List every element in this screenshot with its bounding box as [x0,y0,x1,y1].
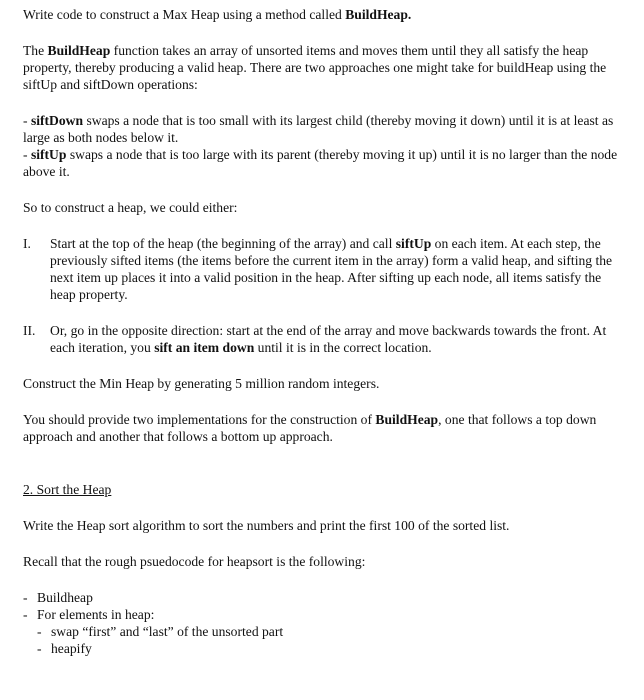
pseudo-subitem [23,623,623,640]
siftdown-text: swaps a node that is too small with its largest child (thereby moving it down) until it is at least as large as both nodes below it. [23,113,614,145]
para1-bold: BuildHeap [47,43,111,58]
pseudo-subitem-text: heapify [51,641,92,656]
pseudo-item [23,589,623,606]
siftup-text: swaps a node that is too large with its parent (thereby moving it up) until it is no larger than the node above it. [23,147,618,179]
buildheap-description [23,42,623,93]
option-one-text [50,235,623,303]
option-one [23,235,623,303]
section-2-heading [23,481,623,498]
siftup-description [23,146,623,180]
bullet-dash: - [23,607,28,622]
pseudo-item-text: Buildheap [37,590,93,605]
bullet-dash: - [23,590,28,605]
either-line: So to construct a heap, we could either: [23,200,238,215]
pseudo-subitem [23,640,623,657]
provide-paragraph [23,411,623,445]
construct-line: Construct the Min Heap by generating 5 million random integers. [23,376,380,391]
pseudo-item-text: For elements in heap: [37,607,155,622]
option-two-number: II. [23,323,36,338]
pseudo-subitem-text: swap “first” and “last” of the unsorted part [51,624,284,639]
option-one-text-1: Start at the top of the heap (the beginning of the array) and call [50,236,396,251]
bullet-dash: - [37,641,42,656]
intro-line [23,6,623,23]
intro-bold: BuildHeap. [345,7,412,22]
pseudo-item [23,606,623,623]
intro-text: Write code to construct a Max Heap using a method called [23,7,346,22]
option-one-bold: siftUp [395,236,432,251]
option-two [23,322,623,356]
document-body [23,6,623,657]
option-two-text-2: until it is in the correct location. [254,340,432,355]
siftdown-description [23,112,623,146]
option-two-bold: sift an item down [154,340,255,355]
option-two-text-1: Or, go in the opposite direction: start at the end of the array and move backwards towards the front. At each iteration, you [50,323,607,355]
provide-text-2: , one that follows a top down approach and another that follows a bottom up approach. [23,412,597,444]
para1-text-1: The [23,43,48,58]
option-one-number: I. [23,236,31,251]
siftup-term: siftUp [30,147,67,162]
recall-line: Recall that the rough psuedocode for heapsort is the following: [23,554,366,569]
siftup-dash: - [23,147,31,162]
siftdown-dash: - [23,113,31,128]
provide-text-1: You should provide two implementations for the construction of [23,412,376,427]
option-two-text [50,322,623,356]
siftdown-term: siftDown [30,113,84,128]
provide-bold: BuildHeap [375,412,439,427]
bullet-dash: - [37,624,42,639]
section-2-heading-text: 2. Sort the Heap [23,482,112,497]
heapsort-task: Write the Heap sort algorithm to sort the numbers and print the first 100 of the sorted list. [23,518,510,533]
option-one-text-2: on each item. At each step, the previously sifted items (the items before the current item in the array) form a valid heap, and sifting the next item up places it into a valid position in the heap. After sifting up each node, all items satisfy the heap property. [50,236,613,302]
para1-text-2: function takes an array of unsorted items and moves them until they all satisfy the heap property, thereby producing a valid heap. There are two approaches one might take for buildHeap using the siftUp and siftDown operations: [23,43,607,92]
